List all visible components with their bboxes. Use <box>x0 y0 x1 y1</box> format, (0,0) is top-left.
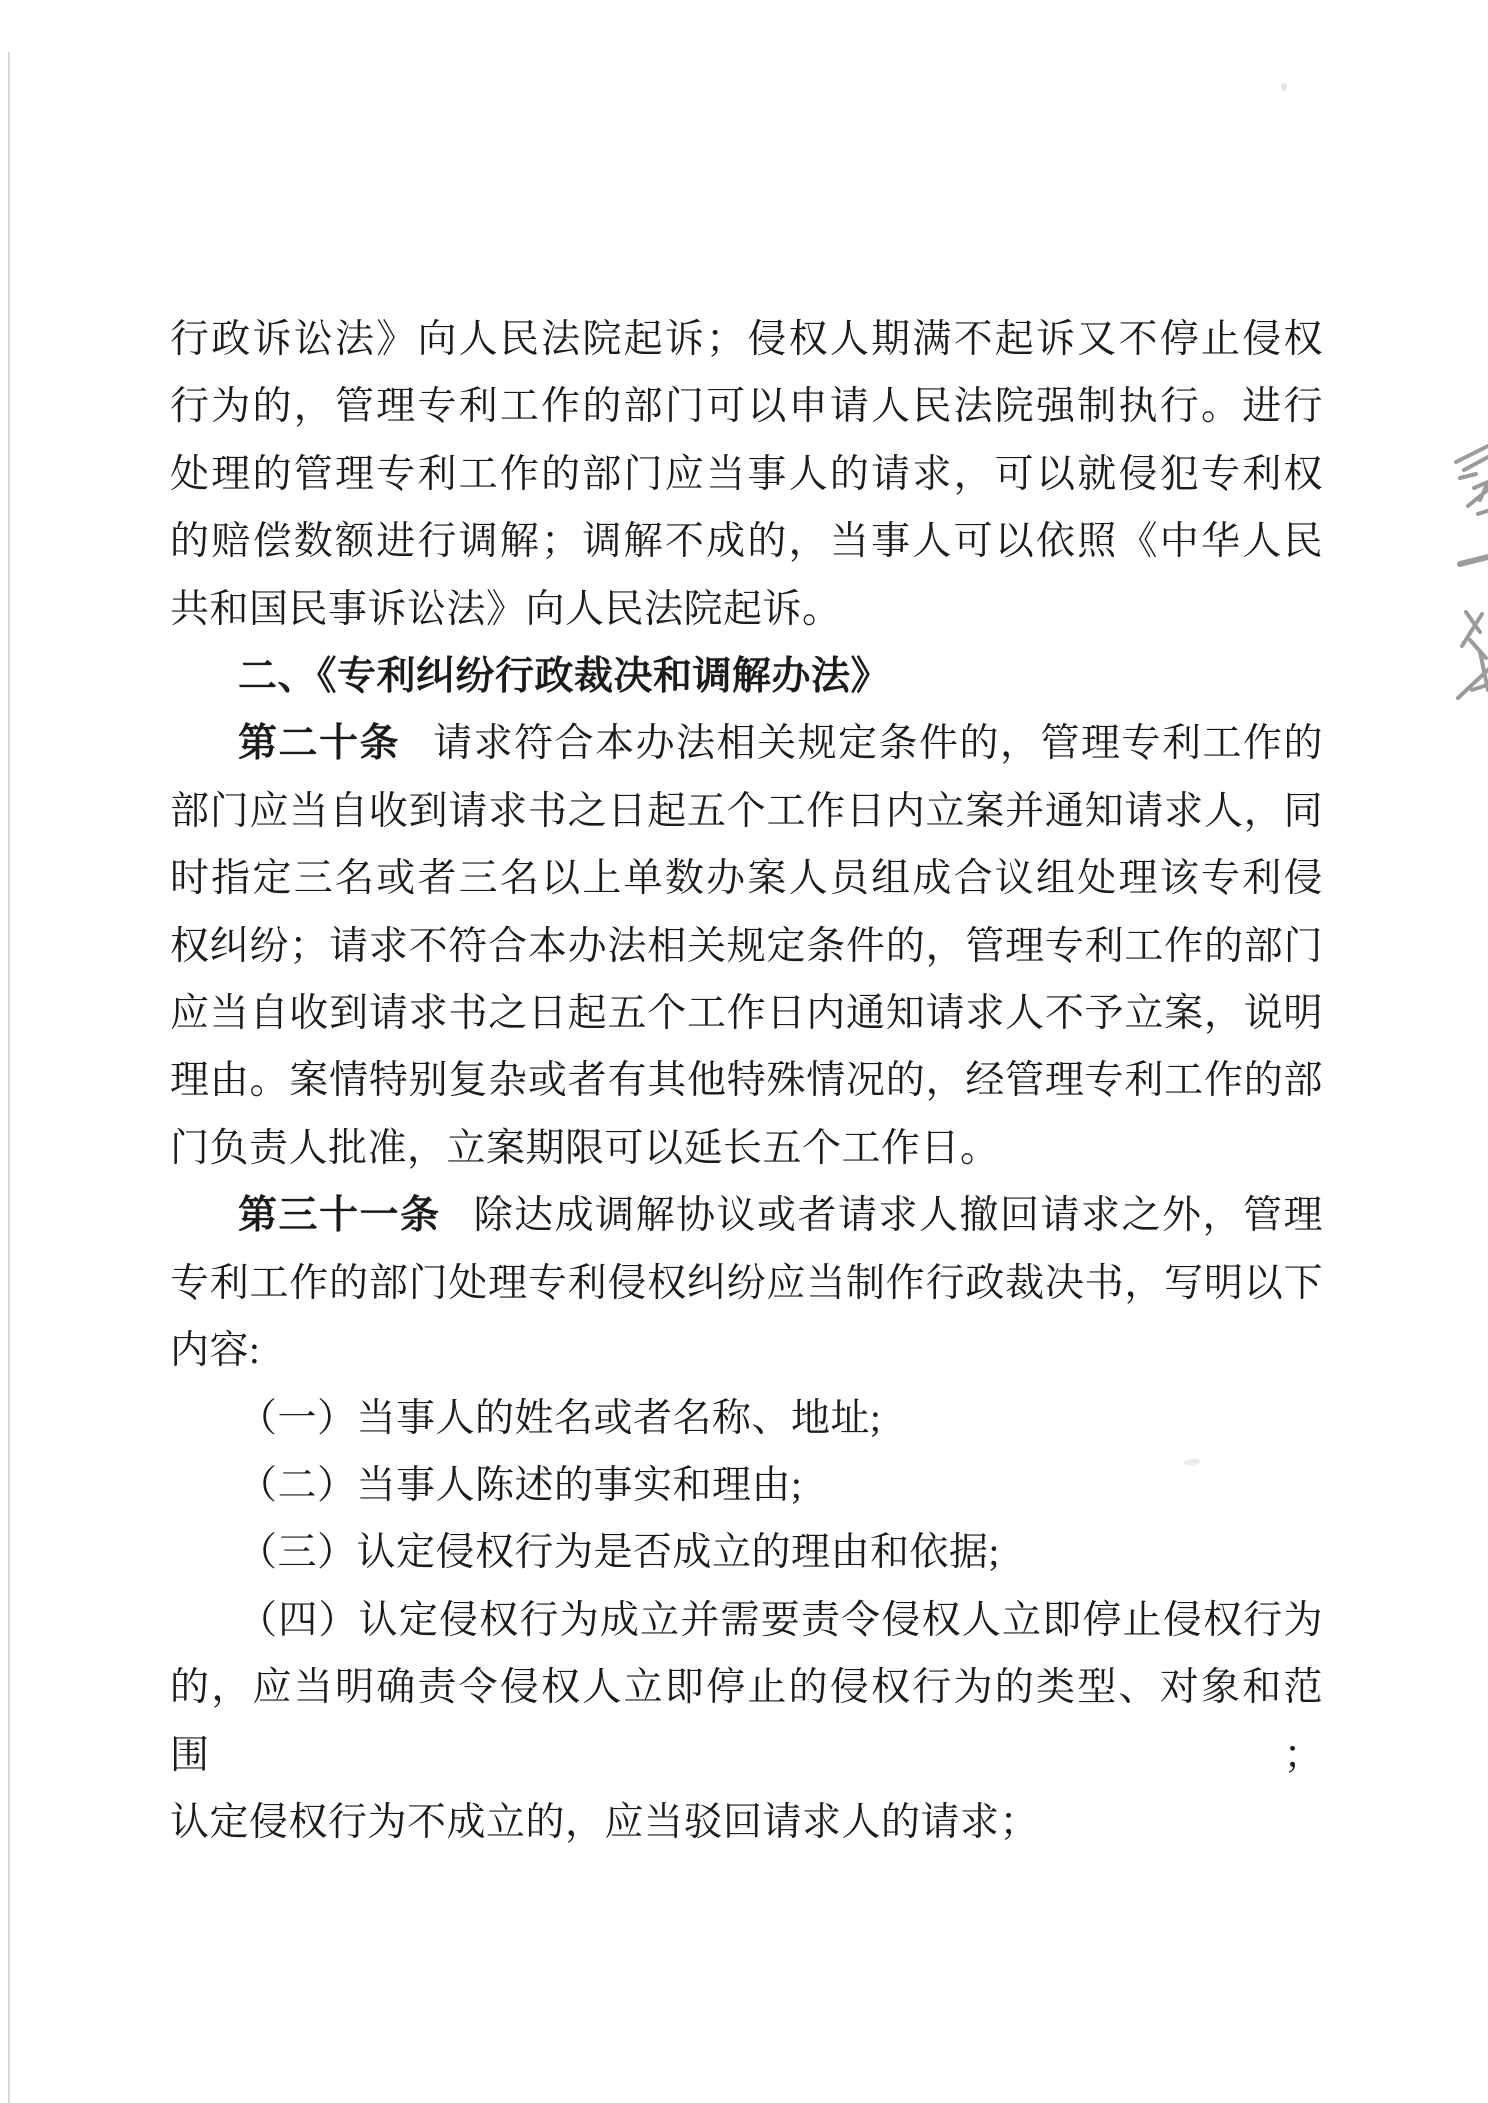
text-line <box>170 1654 1323 1789</box>
text-segment: 的赔偿数额进行调解；调解不成的，当事人可以依照《中华人民 <box>170 520 1323 564</box>
text-line <box>170 1452 1323 1519</box>
text-segment: 行政诉讼法》向人民法院起诉；侵权人期满不起诉又不停止侵权 <box>170 318 1323 361</box>
text-segment: （一）当事人的姓名或者名称、地址; <box>238 1396 882 1440</box>
text-segment: 共和国民事诉讼法》向人民法院起诉。 <box>170 587 842 631</box>
text-line <box>170 373 1323 440</box>
text-segment: 处理的管理专利工作的部门应当事人的请求，可以就侵犯专利权 <box>170 452 1323 496</box>
text-line <box>170 710 1323 777</box>
text-line <box>170 1115 1323 1182</box>
text-segment: （二）当事人陈述的事实和理由; <box>238 1463 803 1507</box>
text-line <box>170 980 1323 1047</box>
text-segment: （三）认定侵权行为是否成立的理由和依据; <box>238 1531 1000 1575</box>
scan-edge-line <box>8 52 10 2103</box>
text-segment: 时指定三名或者三名以上单数办案人员组成合议组处理该专利侵 <box>170 857 1323 901</box>
text-segment: （四）认定侵权行为成立并需要责令侵权人立即停止侵权行为 <box>238 1598 1323 1642</box>
scan-artifact-smudge-middle <box>1458 550 1488 572</box>
text-line <box>170 306 1323 373</box>
text-line <box>170 576 1323 643</box>
article-number-bold: 二、《专利纠纷行政裁决和调解办法》 <box>238 655 891 699</box>
scan-artifact-scribble-top <box>1450 444 1488 526</box>
text-line <box>170 1587 1323 1654</box>
text-line <box>170 1789 1323 1856</box>
text-segment: 权纠纷；请求不符合本办法相关规定条件的，管理专利工作的部门 <box>170 924 1323 968</box>
text-line <box>170 1519 1323 1586</box>
text-line <box>170 1250 1323 1317</box>
text-line <box>170 913 1323 980</box>
text-line <box>170 1317 1323 1384</box>
text-line <box>170 1182 1323 1249</box>
text-segment: 部门应当自收到请求书之日起五个工作日内立案并通知请求人，同 <box>170 789 1323 833</box>
text-segment: 的，应当明确责令侵权人立即停止的侵权行为的类型、对象和范围； <box>170 1666 1323 1777</box>
text-segment: 请求符合本办法相关规定条件的，管理专利工作的 <box>433 722 1323 766</box>
text-segment: 应当自收到请求书之日起五个工作日内通知请求人不予立案，说明 <box>170 992 1323 1036</box>
text-line <box>170 1385 1323 1452</box>
text-segment: 行为的，管理专利工作的部门可以申请人民法院强制执行。进行 <box>170 385 1323 429</box>
text-segment: 认定侵权行为不成立的，应当驳回请求人的请求； <box>170 1800 1040 1844</box>
text-line <box>170 441 1323 508</box>
scan-artifact-scribble-bottom <box>1450 606 1488 704</box>
document-text <box>170 306 1323 1856</box>
text-line <box>170 1047 1323 1114</box>
scan-speck <box>1281 83 1287 91</box>
text-segment: 内容: <box>170 1329 261 1373</box>
text-segment: 门负责人批准，立案期限可以延长五个工作日。 <box>170 1126 1000 1170</box>
text-segment: 理由。案情特别复杂或者有其他特殊情况的，经管理专利工作的部 <box>170 1059 1323 1103</box>
text-line <box>170 778 1323 845</box>
text-line <box>170 845 1323 912</box>
text-line <box>170 643 1323 710</box>
article-number-bold: 第二十条 <box>238 722 400 766</box>
text-line <box>170 508 1323 575</box>
text-segment: 专利工作的部门处理专利侵权纠纷应当制作行政裁决书，写明以下 <box>170 1261 1323 1305</box>
text-segment: 除达成调解协议或者请求人撤回请求之外，管理 <box>473 1194 1323 1238</box>
article-number-bold: 第三十一条 <box>238 1194 441 1238</box>
